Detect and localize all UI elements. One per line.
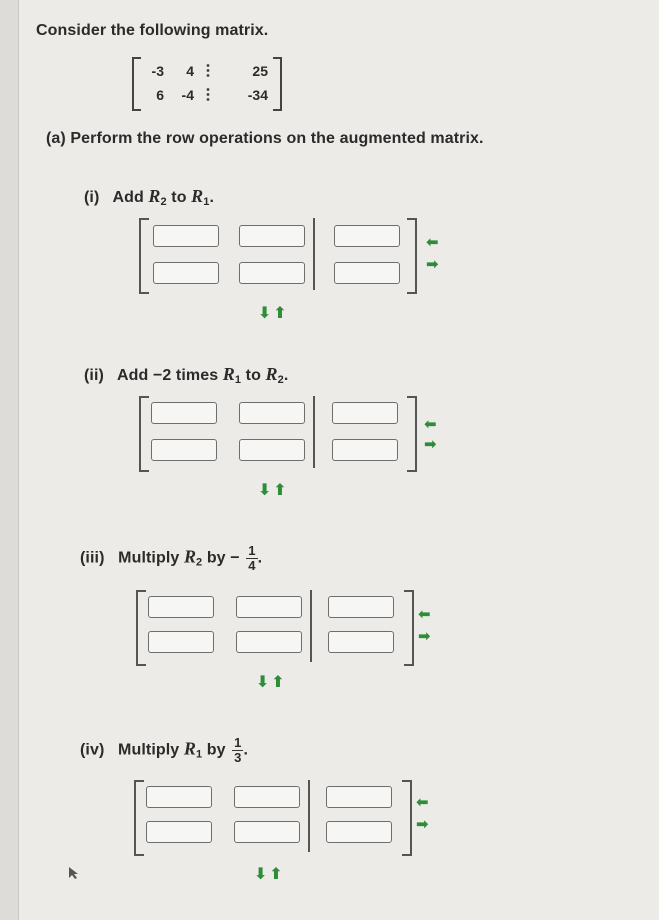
answer-input[interactable] (151, 439, 217, 461)
matrix-cell: -4 (181, 87, 194, 103)
answer-matrix-i (139, 218, 421, 292)
answer-input[interactable] (332, 402, 398, 424)
answer-input[interactable] (153, 262, 219, 284)
answer-matrix-ii (139, 396, 421, 470)
answer-input[interactable] (151, 402, 217, 424)
answer-input[interactable] (334, 262, 400, 284)
move-arrows-icon[interactable]: ⬇⬆ (258, 482, 289, 499)
step-iii-label: (iii) Multiply $R_2$ by − $\frac{1}{4}$ . (80, 543, 263, 573)
answer-input[interactable] (326, 786, 392, 808)
matrix-right-bracket (273, 57, 282, 111)
answer-input[interactable] (148, 596, 214, 618)
answer-input[interactable] (146, 821, 212, 843)
swap-right-arrow-icon[interactable]: ➡ (424, 436, 437, 453)
matrix-cell: -3 (151, 63, 164, 79)
answer-matrix-iii (136, 590, 418, 664)
swap-left-arrow-icon[interactable]: ⬅ (424, 416, 437, 433)
answer-input[interactable] (334, 225, 400, 247)
move-arrows-icon[interactable]: ⬇⬆ (258, 305, 289, 322)
answer-input[interactable] (236, 631, 302, 653)
augment-dots (206, 87, 210, 101)
matrix-cell: -34 (247, 87, 268, 103)
answer-input[interactable] (239, 439, 305, 461)
move-arrows-icon[interactable]: ⬇⬆ (254, 866, 285, 883)
swap-left-arrow-icon[interactable]: ⬅ (416, 794, 429, 811)
answer-input[interactable] (148, 631, 214, 653)
swap-left-arrow-icon[interactable]: ⬅ (426, 234, 439, 251)
augment-dots (206, 63, 210, 77)
swap-right-arrow-icon[interactable]: ➡ (418, 628, 431, 645)
matrix-cell: 25 (252, 63, 268, 79)
answer-input[interactable] (239, 402, 305, 424)
matrix-cell: 4 (186, 63, 194, 79)
matrix-cell: 6 (156, 87, 164, 103)
answer-input[interactable] (326, 821, 392, 843)
swap-left-arrow-icon[interactable]: ⬅ (418, 606, 431, 623)
answer-input[interactable] (234, 786, 300, 808)
answer-input[interactable] (236, 596, 302, 618)
answer-input[interactable] (153, 225, 219, 247)
fraction: $\frac{1}{4}$ (248, 543, 256, 573)
swap-right-arrow-icon[interactable]: ➡ (416, 816, 429, 833)
swap-right-arrow-icon[interactable]: ➡ (426, 256, 439, 273)
answer-input[interactable] (146, 786, 212, 808)
given-matrix (132, 57, 282, 109)
answer-input[interactable] (328, 631, 394, 653)
mouse-cursor-icon (68, 866, 80, 880)
answer-input[interactable] (239, 225, 305, 247)
answer-input[interactable] (328, 596, 394, 618)
answer-matrix-iv (134, 780, 416, 854)
answer-input[interactable] (239, 262, 305, 284)
step-iv-label: (iv) Multiply $R_1$ by $\frac{1}{3}$ . (80, 735, 249, 765)
intro-text: Consider the following matrix. (36, 22, 269, 39)
part-a-heading: (a) Perform the row operations on the augmented matrix. (46, 130, 484, 147)
fraction: $\frac{1}{3}$ (234, 735, 242, 765)
move-arrows-icon[interactable]: ⬇⬆ (256, 674, 287, 691)
step-i-label: (i) Add $R_2$ to $R_1$. (84, 186, 215, 208)
step-ii-label: (ii) Add −2 times $R_1$ to $R_2$. (84, 364, 289, 386)
answer-input[interactable] (332, 439, 398, 461)
answer-input[interactable] (234, 821, 300, 843)
